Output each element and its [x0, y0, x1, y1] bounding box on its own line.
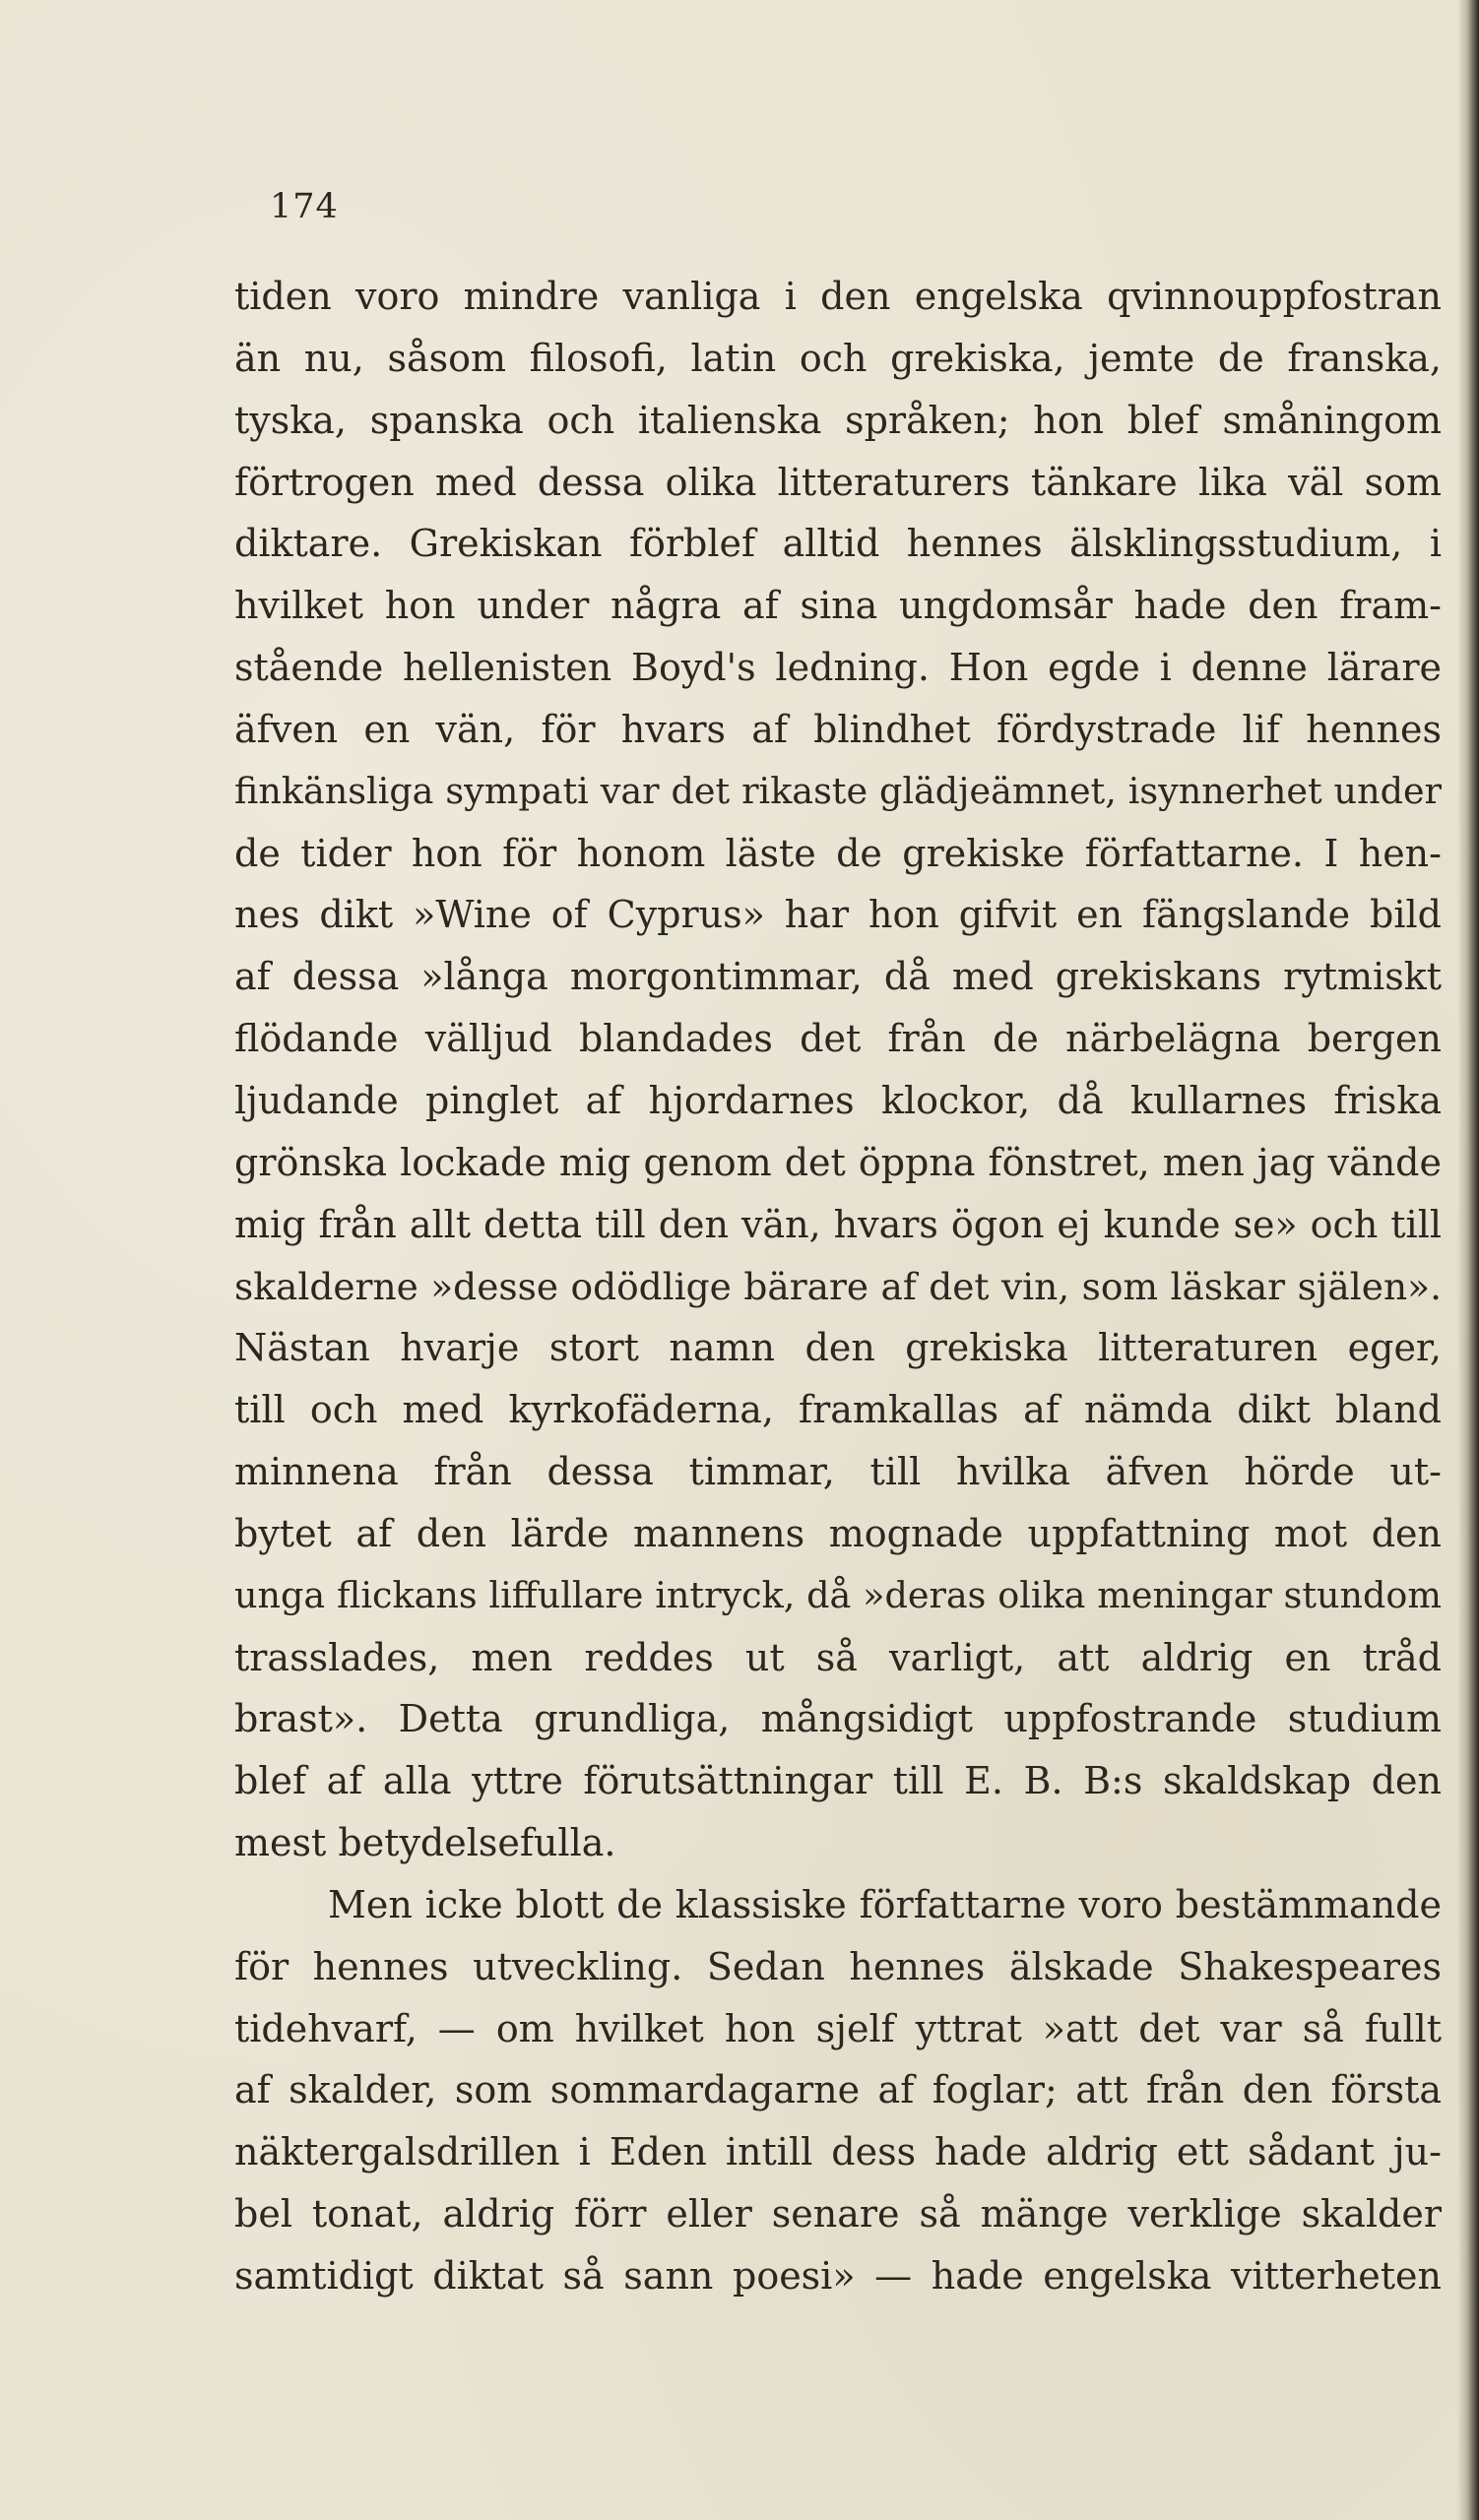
text-line: hvilket hon under några af sina ungdomsår hade den fram- [234, 584, 1442, 628]
page-number: 174 [270, 187, 339, 226]
body-text [234, 266, 1442, 2307]
text-line: de tider hon för honom läste de grekiske författarne. I hen- [234, 831, 1442, 875]
text-line: för hennes utveckling. Sedan hennes älskade Shakespeares [234, 1944, 1442, 1988]
text-line: blef af alla yttre förutsättningar till E. B. B:s skaldskap den [234, 1759, 1442, 1803]
text-line: grönska lockade mig genom det öppna fönstret, men jag vände [234, 1140, 1442, 1184]
text-line: till och med kyrkofäderna, framkallas af nämda dikt bland [234, 1388, 1442, 1432]
text-line: brast». Detta grundliga, mångsidigt uppfostrande studium [234, 1697, 1442, 1741]
text-line: bytet af den lärde mannens mognade uppfattning mot den [234, 1511, 1442, 1555]
text-line: af dessa »långa morgontimmar, då med grekiskans rytmiskt [234, 955, 1442, 999]
text-line: än nu, såsom filosofi, latin och grekiska, jemte de franska, [234, 336, 1442, 380]
text-line: Nästan hvarje stort namn den grekiska litteraturen eger, [234, 1326, 1442, 1370]
text-line: minnena från dessa timmar, till hvilka äfven hörde ut- [234, 1450, 1442, 1494]
text-line: tidehvarf, — om hvilket hon sjelf yttrat »att det var så fullt [234, 2006, 1442, 2050]
text-line: trasslades, men reddes ut så varligt, att aldrig en tråd [234, 1635, 1442, 1679]
text-line: finkänsliga sympati var det rikaste glädjeämnet, isynnerhet under [234, 769, 1442, 812]
text-line: mest betydelsefulla. [234, 1821, 616, 1865]
text-line: tiden voro mindre vanliga i den engelska qvinnouppfostran [234, 275, 1442, 318]
text-line: nes dikt »Wine of Cyprus» har hon gifvit en fängslande bild [234, 893, 1442, 937]
text-line: mig från allt detta till den vän, hvars ögon ej kunde se» och till [234, 1202, 1442, 1246]
text-line: af skalder, som sommardagarne af foglar; att från den första [234, 2068, 1442, 2112]
text-line: ljudande pinglet af hjordarnes klockor, då kullarnes friska [234, 1078, 1442, 1122]
text-line: förtrogen med dessa olika litteraturers tänkare lika väl som [234, 460, 1442, 504]
text-line: diktare. Grekiskan förblef alltid hennes älsklingsstudium, i [234, 522, 1442, 566]
text-line: unga flickans liffullare intryck, då »deras olika meningar stundom [234, 1573, 1442, 1616]
text-line: bel tonat, aldrig förr eller senare så mänge verklige skalder [234, 2192, 1442, 2236]
text-line: flödande välljud blandades det från de närbelägna bergen [234, 1017, 1442, 1061]
text-line: äfven en vän, för hvars af blindhet fördystrade lif hennes [234, 707, 1442, 751]
text-line: Men icke blott de klassiske författarne voro bestämmande [328, 1882, 1442, 1926]
page-edge-shadow [1457, 0, 1479, 2520]
text-line: skalderne »desse odödlige bärare af det vin, som läskar själen». [234, 1264, 1442, 1308]
text-line: tyska, spanska och italienska språken; hon blef småningom [234, 398, 1442, 442]
text-line: samtidigt diktat så sann poesi» — hade engelska vitterheten [234, 2254, 1442, 2298]
text-line: stående hellenisten Boyd's ledning. Hon egde i denne lärare [234, 646, 1442, 690]
text-line: näktergalsdrillen i Eden intill dess hade aldrig ett sådant ju- [234, 2130, 1442, 2174]
